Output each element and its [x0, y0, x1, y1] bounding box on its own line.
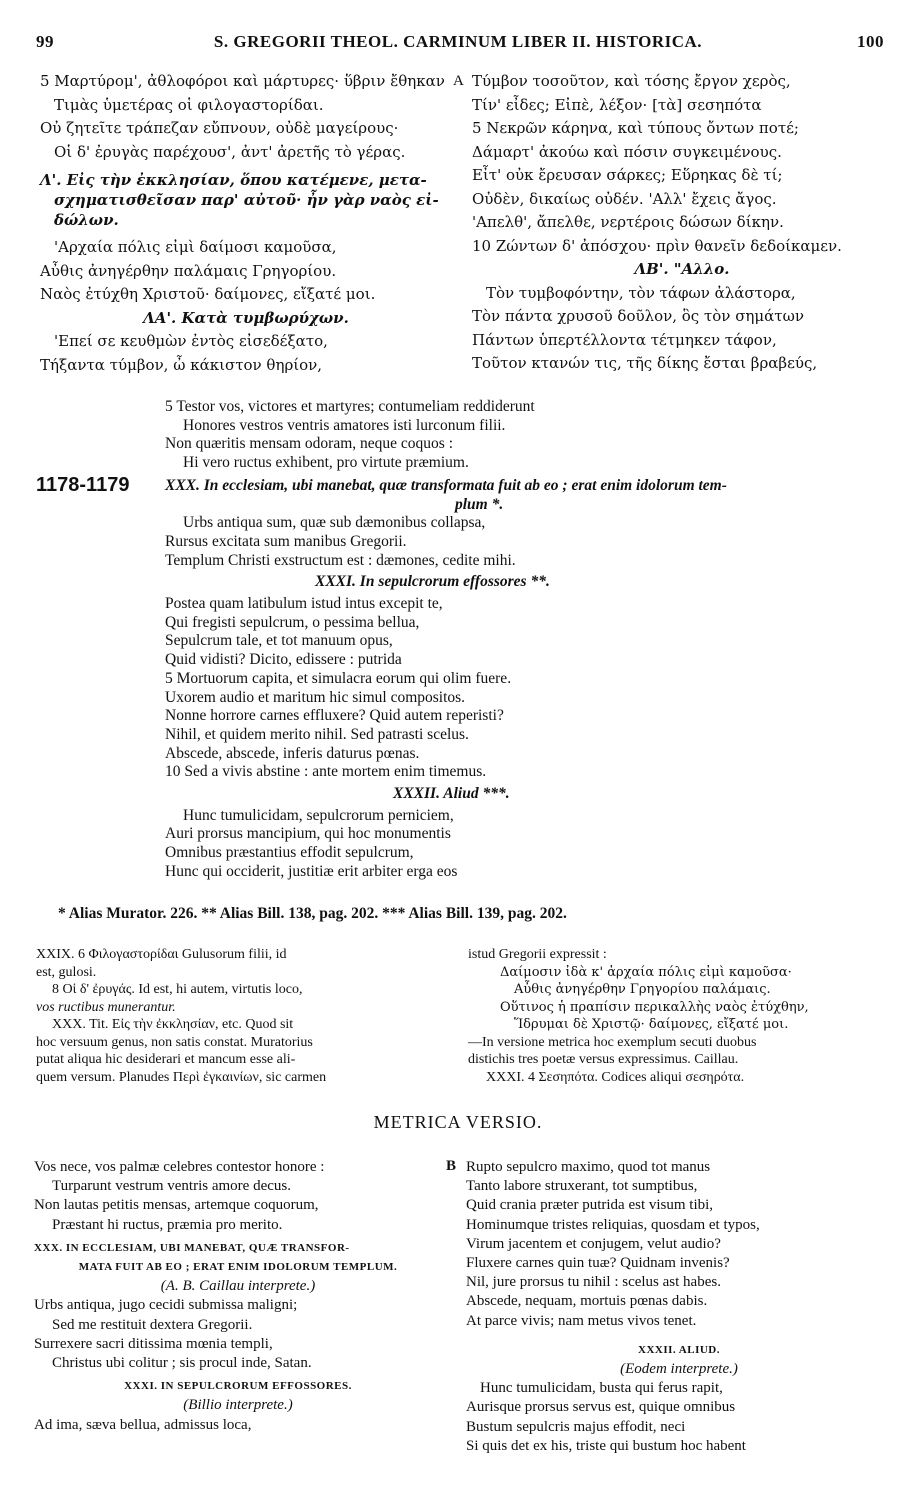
greek-line: Αὖθις ἀνηγέρθην παλάμαις Γρηγορίου.	[40, 261, 337, 280]
verse-line: Tanto labore struxerant, tot sumptibus,	[466, 1178, 698, 1195]
latin-line: Urbs antiqua sum, quæ sub dæmonibus collapsa,	[183, 514, 486, 532]
greek-line: 'Απελθ', ἄπελθε, νερτέροις δώσων δίκην.	[472, 213, 784, 231]
verse-line: Præstant hi ructus, præmia pro merito.	[52, 1216, 283, 1233]
running-title: S. GREGORII THEOL. CARMINUM LIBER II. HISTORICA.	[213, 32, 703, 51]
verse-line: Surrexere sacri ditissima mœnia templi,	[34, 1335, 273, 1352]
poem-title-30-greek: σχηματισθεῖσαν παρ' αὐτοῦ· ἦν γὰρ ναὸς εἰ-	[54, 191, 439, 209]
note-greek-line: Αὖθις ἀνηγέρθην Γρηγορίου παλάμαις.	[514, 982, 771, 997]
note-greek-line: Ἵδρυμαι δὲ Χριστῷ· δαίμονες, εἴξατέ μοι.	[514, 1017, 789, 1032]
note-line: vos ructibus munerantur.	[36, 999, 176, 1015]
latin-line: Uxorem audio et maritum hic simul compositos.	[165, 688, 466, 706]
margin-letter-a: A	[453, 73, 464, 89]
poem-title-30-latin: XXX. In ecclesiam, ubi manebat, quæ transformata fuit ab eo ; erat enim idolorum tem-	[165, 476, 727, 494]
verse-line: Ad ima, sæva bellua, admissus loca,	[34, 1416, 252, 1433]
verse-line: Abscede, nequam, mortuis pœnas dabis.	[466, 1293, 708, 1310]
greek-line: 5 Νεκρῶν κάρηνα, καὶ τύπους ὄντων ποτέ;	[472, 119, 799, 137]
poem-title-31-greek: ΛΑ'. Κατὰ τυμβωρύχων.	[143, 308, 349, 327]
greek-line: Οἱ δ' ἐρυγὰς παρέχουσ', ἀντ' ἀρετῆς τὸ γέρας.	[54, 142, 406, 161]
greek-line: 'Αρχαία πόλις εἰμὶ δαίμοσι καμοῦσα,	[54, 238, 337, 256]
latin-line: Sepulcrum tale, et tot manuum opus,	[165, 632, 393, 650]
page-number-left: 99	[36, 32, 54, 51]
verse-line: Si quis det ex his, triste qui bustum hoc habent	[466, 1437, 746, 1454]
greek-line: 5 Μαρτύρομ', ἀθλοφόροι καὶ μάρτυρες· ὕβριν ἔθηκαν	[40, 72, 445, 90]
note-greek-line: Δαίμοσιν ἰδὰ κ' ἀρχαία πόλις εἰμὶ καμοῦσα·	[500, 964, 792, 980]
note-line: XXXI. 4 Σεσηπότα. Codices aliqui σεσηρότα.	[486, 1069, 745, 1085]
poem-title-31-metrica: XXXI. IN SEPULCRORUM EFFOSSORES.	[124, 1380, 352, 1393]
note-line: distichis tres poetæ versus expressimus. Caillau.	[468, 1052, 739, 1067]
greek-line: Τήξαντα τύμβον, ὦ κάκιστον θηρίον,	[40, 355, 323, 374]
latin-line: Omnibus præstantius effodit sepulcrum,	[165, 844, 414, 862]
notes-column-right	[468, 946, 888, 1086]
note-line: hoc versuum genus, non satis constat. Muratorius	[36, 1034, 313, 1050]
interpreter-credit: (Eodem interprete.)	[620, 1361, 738, 1378]
greek-line: Τὸν πάντα χρυσοῦ δοῦλον, ὃς τὸν σημάτων	[472, 307, 804, 325]
footnotes: * Alias Murator. 226. ** Alias Bill. 138, pag. 202. *** Alias Bill. 139, pag. 202.	[58, 905, 567, 922]
note-greek-line: Οὕτινος ἡ πραπίσιν περικαλλὴς ναὸς ἐτύχθην,	[500, 999, 809, 1015]
latin-line: Non quæritis mensam odoram, neque coquos :	[165, 435, 453, 453]
latin-line: Auri prorsus mancipium, qui hoc monumentis	[165, 825, 451, 843]
poem-title-30-greek: Λ'. Εἰς τὴν ἐκκλησίαν, ὅπου κατέμενε, μετα-	[40, 171, 427, 189]
greek-line: Τιμὰς ὑμετέρας οἱ φιλογαστορίδαι.	[54, 95, 324, 114]
verse-line: Sed me restituit dextera Gregorii.	[52, 1316, 253, 1333]
verse-line: At parce vivis; nam metus vivos tenet.	[466, 1312, 697, 1329]
metrica-column-right	[466, 1158, 892, 1456]
verse-line: Christus ubi colitur ; sis procul inde, Satan.	[52, 1355, 312, 1372]
latin-line: Abscede, abscede, inferis daturus pœnas.	[165, 744, 420, 762]
latin-line: Hunc tumulicidam, sepulcrorum perniciem,	[183, 806, 454, 824]
verse-line: Vos nece, vos palmæ celebres contestor honore :	[34, 1159, 325, 1175]
note-line: —In versione metrica hoc exemplum secuti duobus	[468, 1034, 757, 1050]
greek-line: Πάντων ὑπερτέλλοντα τέτμηκεν τάφον,	[472, 330, 777, 349]
latin-line: 10 Sed a vivis abstine : ante mortem enim timemus.	[165, 763, 487, 781]
latin-line: Templum Christi exstructum est : dæmones, cedite mihi.	[165, 551, 516, 569]
poem-title-30-greek: δώλων.	[54, 211, 119, 229]
verse-line: Rupto sepulcro maximo, quod tot manus	[466, 1159, 711, 1175]
greek-line: 10 Ζώντων δ' ἀπόσχου· πρὶν θανεῖν δεδοίκαμεν.	[472, 236, 842, 255]
verse-line: Turparunt vestrum ventris amore decus.	[52, 1178, 291, 1195]
note-line: quem versum. Planudes Περὶ ἐγκαινίων, sic carmen	[36, 1069, 327, 1085]
latin-line: Hi vero ructus exhibent, pro virtute præmium.	[183, 454, 469, 472]
poem-title-30-metrica: MATA FUIT AB EO ; ERAT ENIM IDOLORUM TEMPLUM.	[78, 1261, 398, 1274]
latin-line: Nihil, et quidem merito nihil. Sed patrasti scelus.	[165, 725, 469, 743]
margin-letter-b: B	[446, 1158, 457, 1174]
latin-line: Rursus excitata sum manibus Gregorii.	[165, 532, 407, 550]
verse-line: Fluxere carnes quin tuæ? Quidnam invenis?	[466, 1255, 730, 1272]
greek-line: 'Επεί σε κευθμὼν ἐντὸς εἰσεδέξατο,	[54, 332, 328, 350]
section-title: METRICA VERSIO.	[373, 1112, 543, 1132]
verse-line: Urbs antiqua, jugo cecidi submissa maligni;	[34, 1297, 298, 1314]
latin-line: Quid vidisti? Dicito, edissere : putrida	[165, 651, 402, 669]
latin-line: 5 Mortuorum capita, et simulacra eorum qui olim fuere.	[165, 669, 512, 687]
greek-line: Τοῦτον κτανών τις, τῆς δίκης ἔσται βραβεύς,	[472, 354, 818, 372]
verse-line: Nil, jure prorsus tu nihil : scelus ast habes.	[466, 1274, 721, 1291]
note-line: est, gulosi.	[36, 964, 97, 980]
verse-line: Hominumque tristes reliquias, quosdam et typos,	[466, 1216, 760, 1233]
poem-title-30-latin: plum *.	[455, 495, 504, 513]
poem-title-32-metrica: XXXII. ALIUD.	[638, 1343, 720, 1356]
notes-column-left	[36, 946, 446, 1086]
greek-column-right	[472, 70, 892, 376]
verse-line: Bustum sepulcris majus effodit, neci	[466, 1418, 686, 1435]
greek-line: Οὐ ζητεῖτε τράπεζαν εὔπνουν, οὐδὲ μαγείρους·	[40, 119, 399, 137]
greek-line: Οὐδὲν, δικαίως οὐδέν. 'Αλλ' ἔχεις ἄγος.	[472, 189, 777, 208]
latin-line: Qui fregisti sepulcrum, o pessima bellua,	[165, 613, 420, 631]
latin-translation	[165, 398, 885, 882]
verse-line: Non lautas petitis mensas, artemque coquorum,	[34, 1197, 319, 1214]
note-line: XXX. Tit. Εἰς τὴν ἐκκλησίαν, etc. Quod sit	[52, 1017, 294, 1032]
latin-line: Postea quam latibulum istud intus excepit te,	[165, 595, 443, 613]
note-line: XXIX. 6 Φιλογαστορίδαι Gulusorum filii, id	[36, 947, 287, 962]
greek-column-left	[40, 70, 452, 377]
greek-line: Εἶτ' οὐκ ἔρευσαν σάρκες; Εὕρηκας δὲ τί;	[472, 166, 783, 184]
poem-title-30-metrica: XXX. IN ECCLESIAM, UBI MANEBAT, QUÆ TRANSFOR-	[34, 1241, 350, 1254]
greek-line: Δάμαρτ' ἀκούω καὶ πόσιν συγκειμένους.	[472, 142, 782, 161]
greek-line: Τὸν τυμβοφόντην, τὸν τάφων ἀλάστορα,	[486, 283, 796, 302]
latin-line: Nonne horrore carnes effluxere? Quid autem reperisti?	[165, 707, 504, 725]
verse-line: Quid crania præter putrida est visum tibi,	[466, 1197, 714, 1214]
verse-line: Virum jacentem et conjugem, velut audio?	[466, 1235, 721, 1252]
note-line: istud Gregorii expressit :	[468, 947, 607, 962]
note-line: 8 Οἱ δ' ἐρυγάς. Id est, hi autem, virtutis loco,	[52, 982, 303, 997]
column-reference-number: 1178-1179	[36, 474, 130, 496]
verse-line: Aurisque prorsus servus est, quique omnibus	[466, 1399, 736, 1416]
poem-title-31-latin: XXXI. In sepulcrorum effossores **.	[315, 573, 550, 591]
greek-line: Ναὸς ἐτύχθη Χριστοῦ· δαίμονες, εἴξατέ μοι.	[40, 285, 376, 303]
note-line: putat aliqua hic desiderari et mancum esse ali-	[36, 1052, 296, 1067]
poem-title-32-greek: ΛΒ'. "Αλλο.	[634, 260, 730, 278]
interpreter-credit: (Billio interprete.)	[183, 1397, 293, 1414]
latin-line: Honores vestros ventris amatores isti lurconum filii.	[183, 416, 506, 434]
latin-line: Hunc qui occiderit, justitiæ erit arbiter erga eos	[165, 862, 458, 880]
greek-line: Τίν' εἶδες; Εἰπὲ, λέξον· [τὰ] σεσηπότα	[472, 95, 762, 114]
interpreter-credit: (A. B. Caillau interprete.)	[160, 1278, 316, 1295]
poem-title-32-latin: XXXII. Aliud ***.	[393, 785, 510, 803]
metrica-column-left	[34, 1158, 442, 1435]
running-header	[32, 32, 884, 58]
greek-line: Τύμβον τοσοῦτον, καὶ τόσης ἔργον χερὸς,	[472, 72, 791, 90]
latin-line: 5 Testor vos, victores et martyres; contumeliam reddiderunt	[165, 398, 535, 415]
page-number-right: 100	[857, 32, 884, 51]
verse-line: Hunc tumulicidam, busta qui ferus rapit,	[480, 1380, 723, 1397]
